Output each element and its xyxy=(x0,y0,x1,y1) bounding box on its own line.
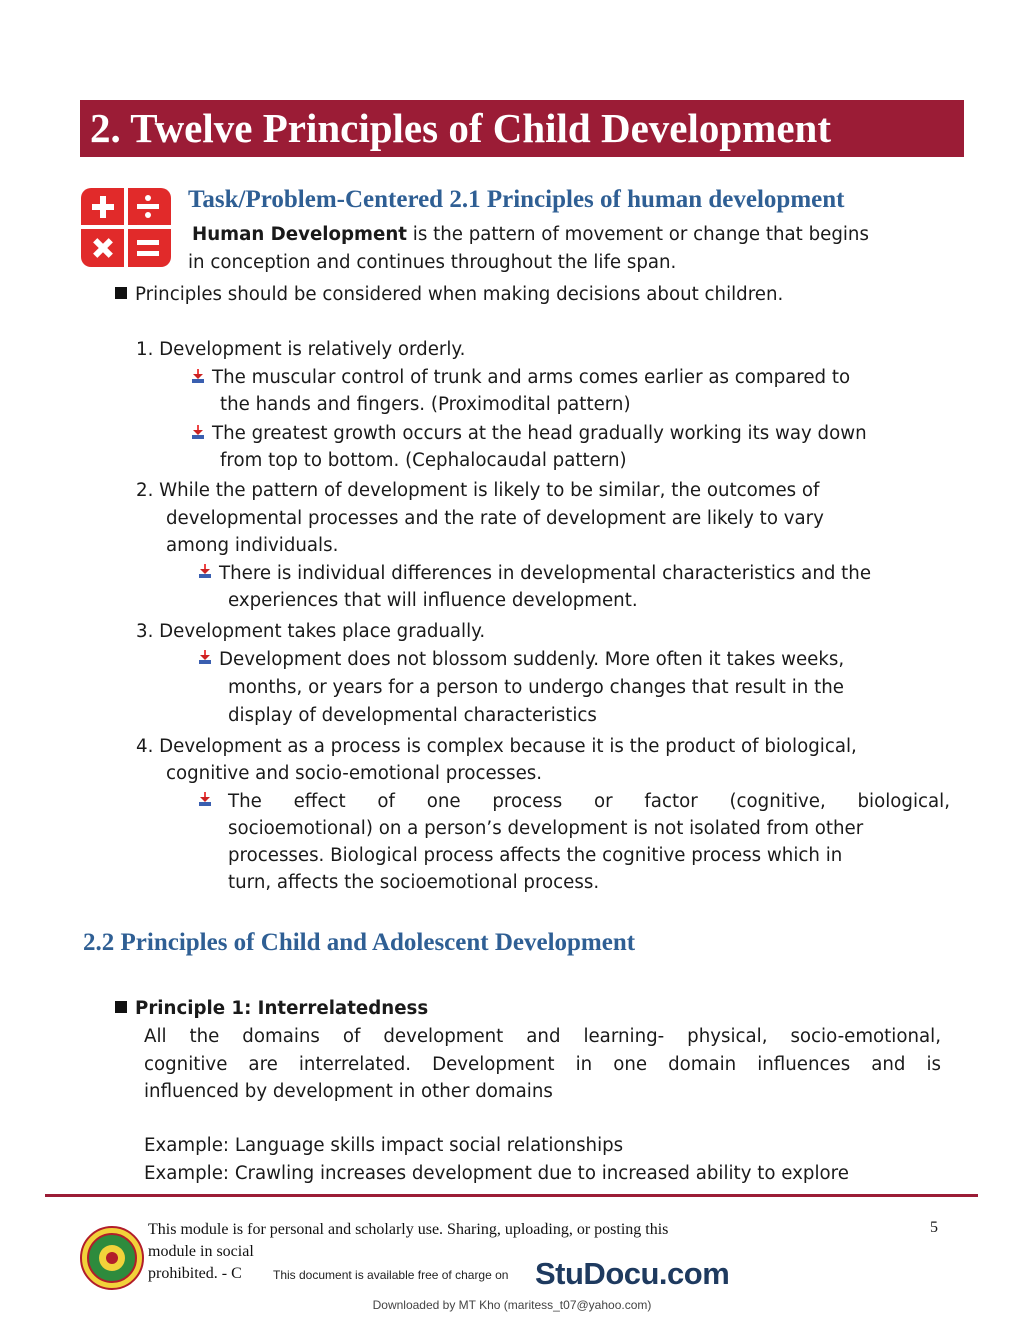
availability-notice: This document is available free of charge on xyxy=(273,1268,509,1282)
principle-1-sub-1-line-1: The muscular control of trunk and arms comes earlier as compared to xyxy=(212,367,851,388)
principle-1-heading xyxy=(115,995,428,1022)
principle-2-line-3: among individuals. xyxy=(166,535,339,556)
principle-3-sub-1-line-1: Development does not blossom suddenly. More often it takes weeks, xyxy=(219,649,845,670)
principle-4-sub-1-line-3: processes. Biological process affects the cognitive process which in xyxy=(228,845,843,866)
footer-line-2: module in social xyxy=(148,1243,254,1260)
studocu-logo[interactable]: StuDocu.com xyxy=(535,1256,730,1291)
square-bullet-icon xyxy=(115,287,127,299)
principle-3: 3. Development takes place gradually. xyxy=(136,621,486,642)
principle-4-sub-1-line-1: The effect of one process or factor (cognitive, biological, xyxy=(228,791,950,812)
principles-bullet xyxy=(115,281,783,308)
university-seal-icon xyxy=(80,1226,144,1290)
math-operators-icon xyxy=(81,188,171,267)
footer-line-3: prohibited. - C xyxy=(148,1265,242,1282)
interrelatedness-line-1: All the domains of development and learning- physical, socio-emotional, xyxy=(144,1026,941,1047)
principle-2-line-1: 2. While the pattern of development is likely to be similar, the outcomes of xyxy=(136,480,820,501)
example-1: Example: Language skills impact social relationships xyxy=(144,1135,624,1156)
principle-3-sub-1-line-2: months, or years for a person to undergo changes that result in the xyxy=(228,677,844,698)
principle-2-sub-1-line-2: experiences that will influence development. xyxy=(228,590,638,611)
interrelatedness-line-2: cognitive are interrelated. Development in one domain influences and is xyxy=(144,1054,941,1075)
arrow-bullet-icon xyxy=(191,369,205,383)
arrow-bullet-icon xyxy=(191,425,205,439)
footer-line-1: This module is for personal and scholarly use. Sharing, uploading, or posting this xyxy=(148,1221,669,1238)
bullet-text: Principles should be considered when making decisions about children. xyxy=(135,284,784,305)
download-attribution: Downloaded by MT Kho (maritess_t07@yahoo.com) xyxy=(372,1298,652,1312)
definition-term: Human Development xyxy=(192,224,407,245)
principle-1-sub-1-line-2: the hands and fingers. (Proximodital pattern) xyxy=(220,394,631,415)
definition-line-1 xyxy=(192,221,869,248)
arrow-bullet-icon xyxy=(198,564,212,578)
principle-2-sub-1-line-1: There is individual differences in developmental characteristics and the xyxy=(219,563,872,584)
page-title: 2. Twelve Principles of Child Development xyxy=(90,105,831,151)
principle-1-label: Principle 1: Interrelatedness xyxy=(135,998,429,1019)
principle-2-line-2: developmental processes and the rate of development are likely to vary xyxy=(166,508,824,529)
footer-divider xyxy=(45,1194,978,1197)
principle-1-sub-2-line-1: The greatest growth occurs at the head gradually working its way down xyxy=(212,423,867,444)
arrow-bullet-icon xyxy=(198,650,212,664)
principle-3-sub-1-line-3: display of developmental characteristics xyxy=(228,705,597,726)
principle-4-sub-1-line-2: socioemotional) on a person’s development is not isolated from other xyxy=(228,818,864,839)
square-bullet-icon xyxy=(115,1001,127,1013)
section-2-2-heading: 2.2 Principles of Child and Adolescent Development xyxy=(83,929,636,956)
principle-1: 1. Development is relatively orderly. xyxy=(136,339,466,360)
principle-4-sub-1-line-4: turn, affects the socioemotional process. xyxy=(228,872,600,893)
interrelatedness-line-3: influenced by development in other domains xyxy=(144,1081,553,1102)
principle-1-sub-2-line-2: from top to bottom. (Cephalocaudal pattern) xyxy=(220,450,627,471)
page-number: 5 xyxy=(930,1219,938,1236)
principle-4-line-2: cognitive and socio-emotional processes. xyxy=(166,763,543,784)
arrow-bullet-icon xyxy=(198,792,212,806)
example-2: Example: Crawling increases development due to increased ability to explore xyxy=(144,1163,849,1184)
definition-line-2: in conception and continues throughout the life span. xyxy=(188,252,677,273)
task-title: Task/Problem-Centered 2.1 Principles of human development xyxy=(188,186,845,213)
principle-4-line-1: 4. Development as a process is complex because it is the product of biological, xyxy=(136,736,857,757)
definition-text: is the pattern of movement or change that begins xyxy=(406,224,869,245)
